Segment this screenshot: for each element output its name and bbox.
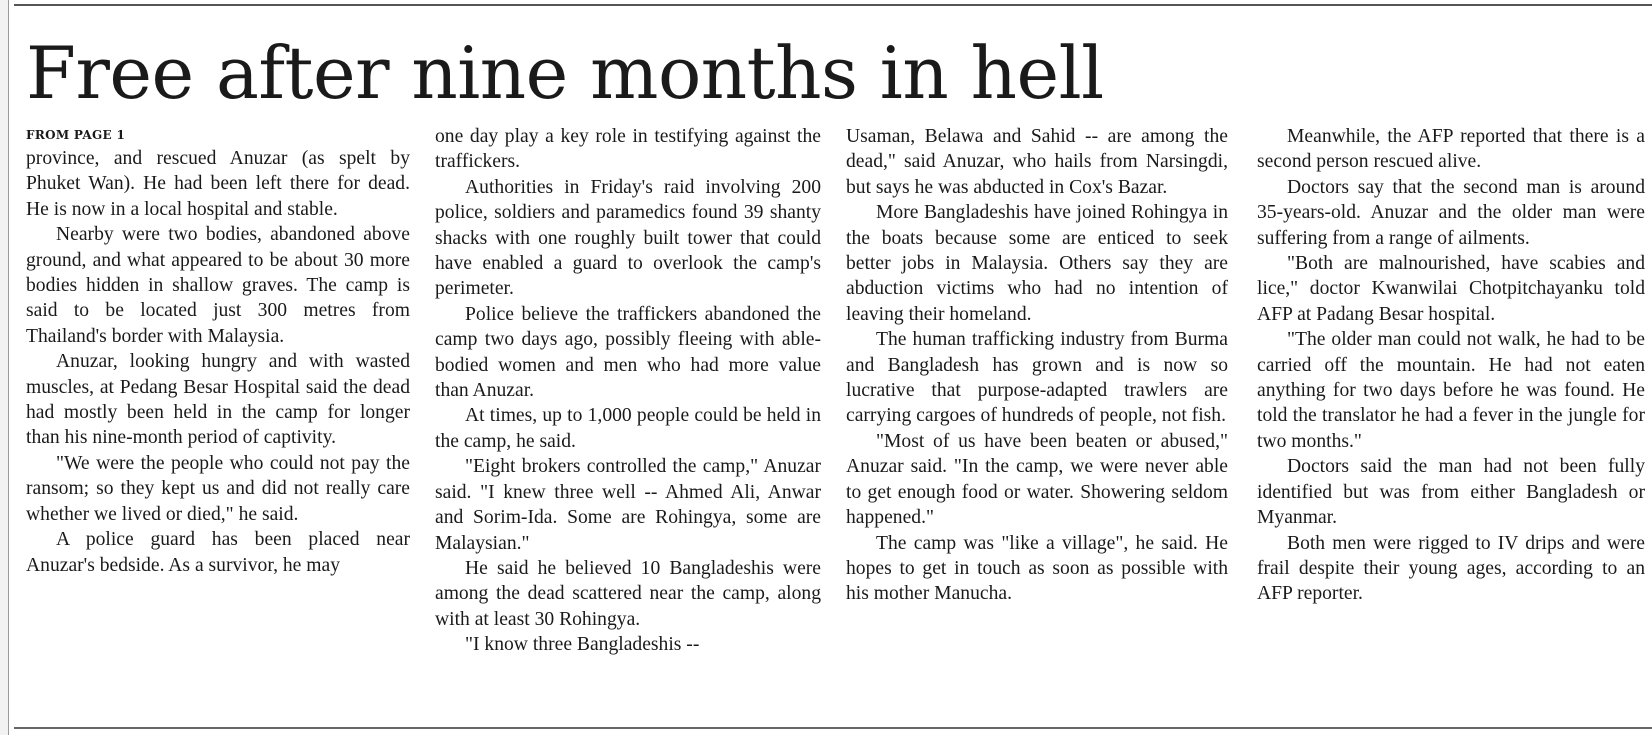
paragraph: Authorities in Friday's raid involving 200 police, soldiers and paramedics found 39 shanty shacks with one roughly built tower that could have enabled a guard to overlook the camp's perimeter.: [435, 176, 821, 300]
paragraph: "We were the people who could not pay the ransom; so they kept us and did not really care whether we lived or died," he said.: [26, 452, 410, 525]
paragraph: one day play a key role in testifying against the traffickers.: [435, 126, 821, 173]
paragraph: "Most of us have been beaten or abused," Anuzar said. "In the camp, we were never able to get enough food or water. Showering seldom happened.": [846, 430, 1228, 529]
paragraph: Police believe the traffickers abandoned the camp two days ago, possibly fleeing with able-bodied women and men who had more value than Anuzar.: [435, 303, 821, 402]
paragraph: "I know three Bangladeshis --: [465, 634, 700, 656]
paragraph: Nearby were two bodies, abandoned above ground, and what appeared to be about 30 more bodies hidden in shallow graves. The camp is said to be located just 300 metres from Thailand's border with Malaysia.: [26, 224, 410, 347]
paragraph: More Bangladeshis have joined Rohingya in the boats because some are enticed to seek better jobs in Malaysia. Others say they are abduction victims who had no intention of leaving their homeland.: [846, 202, 1228, 325]
continuation-kicker: FROM PAGE 1: [26, 128, 126, 142]
paragraph: The camp was "like a village", he said. He hopes to get in touch as soon as possible with his mother Manucha.: [846, 532, 1228, 605]
paragraph: Doctors say that the second man is around 35-years-old. Anuzar and the older man were suffering from a range of ailments.: [1257, 176, 1645, 249]
paragraph: Doctors said the man had not been fully identified but was from either Bangladesh or Myanmar.: [1257, 456, 1645, 529]
paragraph: The human trafficking industry from Burma and Bangladesh has grown and is now so lucrative that purpose-adapted trawlers are carrying cargoes of hundreds of people, not fish.: [846, 329, 1228, 427]
paragraph: A police guard has been placed near Anuzar's bedside. As a survivor, he may: [26, 529, 410, 576]
article-column-2: [435, 124, 821, 720]
top-rule: [14, 4, 1652, 6]
paragraph: "Both are malnourished, have scabies and lice," doctor Kwanwilai Chotpitchayanku told AFP at Padang Besar hospital.: [1257, 253, 1645, 325]
article-column-4: [1257, 124, 1645, 720]
paragraph: Usaman, Belawa and Sahid -- are among the dead," said Anuzar, who hails from Narsingdi, but says he was abducted in Cox's Bazar.: [846, 126, 1228, 198]
paragraph: At times, up to 1,000 people could be held in the camp, he said.: [435, 405, 821, 452]
bottom-rule: [14, 727, 1652, 729]
page-margin-strip: [0, 0, 9, 735]
article-headline: Free after nine months in hell: [26, 31, 1104, 115]
article-column-1: [26, 124, 410, 720]
paragraph: He said he believed 10 Bangladeshis were among the dead scattered near the camp, along with at least 30 Rohingya.: [435, 557, 821, 630]
paragraph: Meanwhile, the AFP reported that there is a second person rescued alive.: [1257, 126, 1645, 173]
paragraph: "The older man could not walk, he had to be carried off the mountain. He had not eaten anything for two days before he was found. He told the translator he had a fever in the jungle for two months.": [1257, 329, 1645, 452]
paragraph: Both men were rigged to IV drips and were frail despite their young ages, according to an AFP reporter.: [1257, 532, 1645, 605]
article-column-3: [846, 124, 1228, 720]
paragraph: Anuzar, looking hungry and with wasted muscles, at Pedang Besar Hospital said the dead had mostly been held in the camp for longer than his nine-month period of captivity.: [26, 351, 410, 449]
paragraph: province, and rescued Anuzar (as spelt by Phuket Wan). He had been left there for dead. He is now in a local hospital and stable.: [26, 148, 410, 220]
paragraph: "Eight brokers controlled the camp," Anuzar said. "I knew three well -- Ahmed Ali, Anwar and Sorim-Ida. Some are Rohingya, some are Malaysian.": [435, 456, 821, 554]
